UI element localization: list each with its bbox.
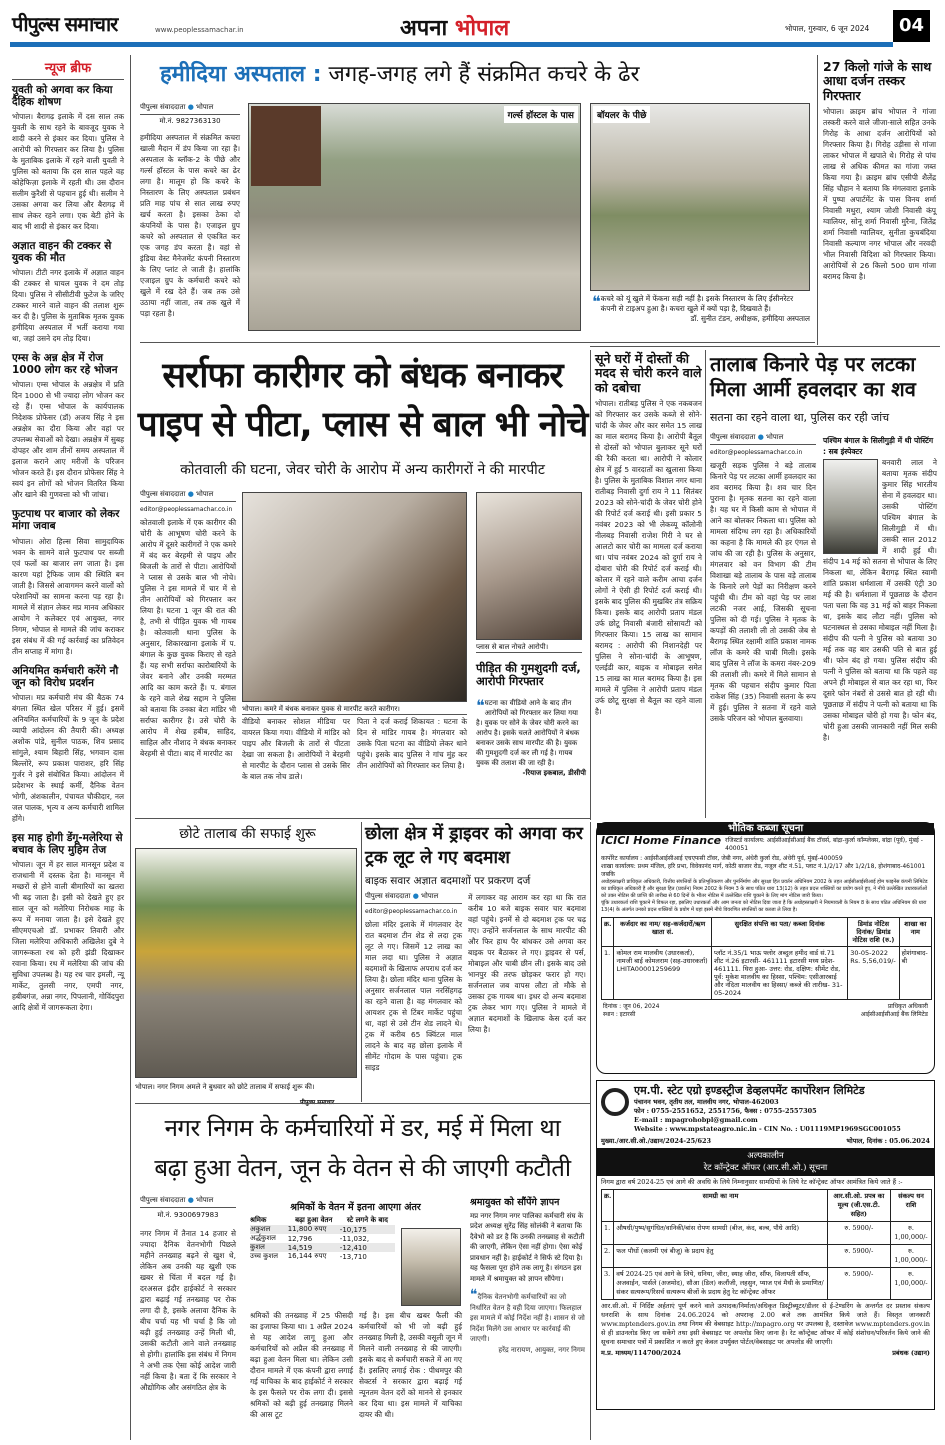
icici-possession-notice: भौतिक कब्जा सूचना ICICI Home Finance रजिस्टर्ड कार्यालय: आईसीआईसीआई बैंक टॉवर्स, बांद्रा-कुर्ला कॉम्प्लेक्स, बांद्रा (पूर्व), मुंबई - 400051 कार्पोरेट कार्यालय : आईसीआईसीआई एचएफसी टॉवर, जेबी नगर, अंधेरी कुर्ला रोड, अंधेरी पूर्व, मुंबई-400059 शाखा कार्यालय: प्रथम मंजिल, हरि प्रभा, विवेकानंद मार्ग, कोठी बाजार रोड, नजूल शीट नं.51, प्लाट नं.1/2/17 और 1/2/18, होशंगाबाद-461001 जबकि अधोहस्ताक्षरी प्राधिकृत अधिकारी, वित्तीय संपत्तियों के प्रतिभूतिकरण और पुनर्निर्माण और सुरक्षा हित प्रवर्तन अधिनियम 2002 के तहत आईसीआईसीआई होम फाइनेंस कंपनी लिमिटेड का प्राधिकृत अधिकारी है और सुरक्षा हित (प्रवर्तन) नियम 2002 के नियम 3 के साथ पठित धारा 13(12) के तहत प्रदत्त शक्तियों का प्रयोग करते हुए, ने नीचे उल्लेखित उधारकर्ताओं को उक्त नोटिस की प्राप्ति की तारीख से 60 दिनों के भीतर नोटिस में उल्लेखित राशि चुकाने के लिए मांग नोटिस जारी किया। चूंकि उधारकर्ता राशि चुकाने में विफल रहा, इसलिए उधारकर्ता और आम जनता को नोटिस दिया जाता है कि अधोहस्ताक्षरी ने नियमावली के नियम 8 के साथ पठित अधिनियम की धारा 13(4) के अंतर्गत उनको प्रदत्त शक्तियों के प्रयोग में यहां इसमें नीचे विवरणित संपत्तियों का कब्जा ले लिया है। क्र. कर्जदार का नाम/ सह-कर्जदारों/ऋण खाता सं. सुरक्षित संपत्ति का पता/ कब्जा दिनांक डिमांड नोटिस दिनांक/ डिमांड नोटिस राशि (रु.) शाखा का नाम 1. कोमल राम मालवीय (उधारकर्ता), नामजी बाई कोमलराम (सह-उधारकर्ता) LHITA00001259699 प्लॉट नं.35/1 भाऊ फ्लोर अब्दुल हमीद वार्ड सं.71 शीट नं.26 इटारसी- 461111 इटारसी मध्य प्रदेश- 461111. घिरा हुआ- उत्तर: रोड, दक्षिण: सीमेंट रोड, पूर्व: मुकेश मालवीय का हिस्सा, पश्चिम: एसीआरबाई और नंदिता मालवीय का हिस्सा/ कब्जे की तारीख- 31-05-2024 30-05-2022 Rs. 5,56,019/- होशंगाबाद-बी दिनांक : जून 06, 2024 स्थान : इटारसी प्राधिकृत अधिकारी आईसीआईसीआई बैंक लिमिटेड bbox=[596, 822, 935, 1074]
email: editor@peoplessamachar.co.in bbox=[710, 449, 803, 456]
wage-table-title: श्रमिकों के वेतन में इतना आएगा अंतर bbox=[290, 1202, 421, 1213]
table-row: 3. वर्ष 2024-25 एवं आगे के लिये, धनिया, जीरा, स्याह जीरा, सौंफ, विलायती सौंफ, अजवाईन, पार्सले (अजमोद), सौआ (डिल) कलौंजी, लहसुन, प्याज एवं मैथी के प्रमाणित/संकर सत्यरूप/रिसर्च सत्यरूप बीजों के प्रदाय हेतु रेट कॉन्ट्रेक्ट ऑफर रु. 5900/- रु. 1,00,000/- bbox=[602, 1268, 932, 1300]
article-text: कोतवाली इलाके में एक कारीगर की चोरी के आभूषण चोरी करने के आरोप में दूसरे कारीगरों ने एक कमरे में बंद कर बेरहमी से पाइप और बिजली के तारों से पीटा। आरोपियों ने प्लास से उसके बाल भी नोचे। पुलिस ने इस मामले में चार में से तीन आरोपियों को गिरफ्तार कर लिया है। घटना 1 जून की रात की है, तभी से पीड़ित युवक भी गायब है। कोतवाली थाना पुलिस के अनुसार, शिकारखाना इलाके में प. बंगाल के कुछ युवक किराए से रहते हैं। यह सभी सर्राफा कारोबारियों के जेवर बनाने और उनकी मरम्मत आदि का काम करते हैं। प. बंगाल के रहने वाले शेख सद्दाम ने पुलिस को बताया कि उनका बेटा मांडिर भी सर्राफा कारीगर है। उसे चोरी के आरोप में शेख हबीब, साहिद, साहिल और नौशाद ने बंधक बनाकर बेरहमी से पीटा। बाद में मारपीट का bbox=[140, 518, 236, 758]
soldier-photo bbox=[823, 459, 878, 554]
article-text: छोला मंदिर इलाके में मंगलवार देर रात बदमाश टीन शेड से लदा ट्रक लूट ले गए। जिसमें 12 लाख का माल लदा था। पुलिस ने अज्ञात बदमाशों के खिलाफ अपराध दर्ज कर लिया है। छोला मंदिर थाना पुलिस के अनुसार सर्जनलाल पाल नरसिंहगढ़ का रहने वाला है। वह मंगलवार को आयशर ट्रक से टिंबर मार्केट पहुंचा था, वहां से उसे टीन शेड लादने थे। ट्रक में करीब 65 क्विंटल माल लादने के बाद वह छोला इलाके में सीमेंट गोदाम के पास पहुंचा। ट्रक साइड bbox=[365, 920, 462, 1072]
brief-headline: इस माह होगी डेंगू-मलेरिया से बचाव के लिए मुहिम तेज bbox=[12, 831, 123, 856]
article-text-3: पिता ने दर्ज कराई शिकायत : घटना के दिन से मांडिर गायब है। मंगलवार को उसके पिता घटना का वीडियो लेकर थाने पहुंचे। इसके बाद पुलिस ने गांच मुंह कर तीन आरोपियों को गिरफ्तार कर लिया है। bbox=[357, 717, 467, 770]
possession-table: क्र. कर्जदार का नाम/ सह-कर्जदारों/ऋण खाता सं. सुरक्षित संपत्ति का पता/ कब्जा दिनांक डिमांड नोटिस दिनांक/ डिमांड नोटिस राशि (रु.) शाखा का नाम 1. कोमल राम मालवीय (उधारकर्ता), नामजी बाई कोमलराम (सह-उधारकर्ता) LHITA00001259699 प्लॉट नं.35/1 भाऊ फ्लोर अब्दुल हमीद वार्ड सं.71 शीट नं.26 इटारसी- 461111 इटारसी मध्य प्रदेश- 461111. घिरा हुआ- उत्तर: रोड, दक्षिण: सीमेंट रोड, पूर्व: मुकेश मालवीय का हिस्सा, पश्चिम: एसीआरबाई और नंदिता मालवीय का हिस्सा/ कब्जे की तारीख- 31-05-2024 30-05-2022 Rs. 5,56,019/- होशंगाबाद-बी bbox=[601, 917, 932, 1000]
brief-headline: फुटपाथ पर बाजार को लेकर मांगा जवाब bbox=[12, 508, 120, 533]
nigam-col-3: गई है। इस बीच खबर फैली की कर्मचारियों को भी जो बढ़ी हुई तनख्वाह मिली है, उसकी वसूली जून में मिलने वाली तनख्वाह से की जाएगी। इसके बाद से कर्मचारी सकते में आ गए हैं। इसलिए लगाई रोक : पीथमपुर की सेक्टर्स ने सरकार द्वारा बढ़ाई गई न्यूनतम वेतन दरों को मानने से इनकार कर दिया था। इस मामले में याचिका दायर की थी। bbox=[359, 1311, 462, 1419]
article-text: भोपाल। रातीबड़ पुलिस ने एक नकबजन को गिरफ्तार कर उसके कब्जे से सोने-चांदी के जेवर और कार समेत 15 लाख का माल बरामद किया है। आरोपी बैतूल से दोस्तों को भोपाल बुलाकर सूने घरों की रैकी करता था। आरोपी ने कोलार क्षेत्र में हुई 5 वारदातों का खुलासा किया है। पुलिस के मुताबिक विशाल नगर थाना रातीबड़ निवासी दुर्गा राय ने 11 सितंबर 2023 को सोने-चांदी के जेवर चोरी होने की रिपोर्ट दर्ज कराई थी। इसी प्रकार 5 नवंबर 2023 को भी लेकव्यू कॉलोनी नीलबड़ निवासी राजेश गिरी ने घर से आलटो कार चोरी का मामला दर्ज कराया था। पांच नवंबर 2024 को दुर्गा राय ने दोबारा चोरी की रिपोर्ट दर्ज कराई थी। कोलार में रहने वाले करीम आचा दर्जन लोगों ने ऐसी ही रिपोर्ट दर्ज कराई थी। इसके बाद पुलिस की मुखबिर तंत्र सक्रिय किया। इसके बाद आरोपी प्रताप मंडल उर्फ छोटू निवासी बंजारी सोसायटी को गिरफ्तार किया। 15 लाख का सामान बरामद : आरोपी की निशानदेही पर पुलिस ने सोना-चांदी के आभूषण, एलईडी कार, बाइक व मोबाइल समेत 15 लाख का माल बरामद किया है। इस मामले में पुलिस ने आरोपी प्रताप मंडल उर्फ छोटू सुरक्षा से बैतूल का रहने वाला है। bbox=[595, 399, 702, 717]
theft-story bbox=[595, 352, 702, 817]
table-row: 2. फल पौधों (कलमी एवं बीजू) के प्रदाय हेतु रु. 5900/- रु. 1,00,000/- bbox=[602, 1245, 932, 1268]
brief-text: भोपाल। ओरा हिल्स सिवा सामुदायिक भवन के सामने वाले फुटपाथ पर सब्जी एवं फलों का बाजार लग जाता है। इस कारण यहां ट्रैफिक जाम की स्थिति बन जाती है। जिससे आवागमन करने वालों को परेशानियों का सामना करना पड़ रहा है। मामले में संज्ञान लेकर मप्र मानव अधिकार आयोग ने कलेक्टर एवं आयुक्त, नगर निगम, भोपाल से मामले की जांच कराकर इस संबंध में की गई कार्रवाई का प्रतिवेदन तीन सप्ताह में मांगा है। bbox=[12, 536, 124, 656]
brief-text: भोपाल। एम्स भोपाल के अन्नक्षेत्र में प्रति दिन 1000 से भी ज्यादा लोग भोजन कर रहे हैं। एम्स भोपाल के कार्यपालक निदेशक प्रोफेसर (डॉ) अजय सिंह ने इस अन्नक्षेत्र का दौरा किया और वहां पर उपलब्ध सेवाओं को देखा। अन्नक्षेत्र में सुबह दोपहर और शाम तीनों समय अस्पताल में इलाज कराने आए मरीजों के परिजन भोजन करते हैं। इस दौरान प्रोफेसर सिंह ने स्वयं इन लोगों को भोजन वितरित किया और खाने की गुणवत्ता को भी जांचा। bbox=[12, 380, 124, 500]
nigam-col-2: श्रमिकों की तनख्वाह में 25 फीसदी का इजाफा किया था। 1 अप्रैल 2024 से यह आदेश लागू हुआ और कर्मचारियों को अप्रैल की तनख्वाह में बढ़ा हुआ वेतन मिला था। लेकिन उसी दौरान मामले में एक कंपनी द्वारा लगाई गई याचिका के बाद हाईकोर्ट ने सरकार के इस फैसले पर रोक लगा दी। इससे श्रमिकों को बढ़ी हुई तनख्वाह मिलने की आस टूट bbox=[250, 1311, 353, 1419]
brief-text: भोपाल। बैरागढ़ इलाके में दस साल तक युवती के साथ रहने के बावजूद युवक ने शादी करने से इंकार कर दिया। पुलिस ने आरोपी को गिरफ्तार कर लिया है। पुलिस के मुताबिक इलाके में रहने वाली युवती ने पुलिस को बताया कि दस साल पहले वह कोहेफिज़ा इलाके में रहती थी। उस दौरान सलीम कुरैशी से पहचान हुई थी। सलीम ने उसका अगवा कर लिया और बैरागढ़ में साथ लेकर रहने लगा। एक बेटी होने के बाद भी शादी से इंकार कर दिया। bbox=[12, 112, 124, 232]
header-rule bbox=[10, 42, 893, 47]
website-url: www.peoplessamachar.in bbox=[155, 26, 244, 34]
wage-table: श्रमिक बढ़ा हुआ वेतन स्टे लगने के बाद अकुशल 11,800 रुपए -10,175 अर्द्धकुशल 12,796 -11,032, कुशल 14,519 -12,410 उच्च कुशल 16,144 रुपए -13,710 bbox=[250, 1216, 395, 1261]
column-rule bbox=[590, 350, 591, 820]
news-brief-title: न्यूज ब्रीफ bbox=[12, 58, 124, 80]
brief-1 bbox=[12, 84, 124, 232]
nigam-side bbox=[470, 1198, 585, 1440]
lake-cleaning-photo bbox=[135, 848, 357, 1078]
brief-4 bbox=[12, 508, 124, 656]
article-text: हमीदिया अस्पताल में संक्रमित कचरा खाली मैदान में डंप किया जा रहा है। अस्पताल के ब्लॉक-2 के पीछे और गर्ल्स हॉस्टल के पास कचरे का ढेर लगा है। मालूम हो कि कचरे के निस्तारण के लिए अस्पताल प्रबंधन प्रति माह पांच से सात लाख रुपए खर्च करता है। इसका ठेका दो कंपनियों के पास है। एजाइल ग्रुप कचरे को अस्पताल से एकत्रित कर एक जगह डंप करता है। वहां से इंडिया वेस्ट मैनेजमेंट कंपनी निस्तारण के लिए प्लांट ले जाती है। हालांकि एजाइल ग्रुप के कर्मचारी कचरे को खुले में रख देते हैं। जब तक उसे उठाया नहीं जाता, तब तक खुले में पड़ा रहता है। bbox=[140, 133, 240, 318]
divider bbox=[135, 818, 590, 819]
chhola-headline: छोला क्षेत्र में ड्राइवर को अगवा कर ट्रक लूट ले गए बदमाश bbox=[365, 824, 583, 868]
article-text: खजूरी सड़क पुलिस ने बड़े तालाब किनारे पेड़ पर लटका आर्मी हवलदार का शव बरामद किया है। शव चार दिन पुराना है। मृतक सतना का रहने वाला है। यह घर में किसी काम से भोपाल में आने का बोलकर निकला था। पुलिस को मामला संदिग्ध लग रहा है। अधिकारियों का कहना है कि मामले की हर एंगल से जांच की जा रही है। पुलिस के अनुसार, मंगलवार को वन विभाग की टीम विशाखा बड़े तालाब के पास वड़े तालाब के किनारे लगे पेड़ों का निरीक्षण करने पहुंची थी। टीम को वहां पेड़ पर लाश लटकी नजर आई, जिसकी सूचना पुलिस को दी गई। पुलिस ने मृतक के कपड़ों की तलाशी ली तो उसकी जेब से बैरागढ़ स्थित रक्षामी शांति प्रकाश नामक लॉज के कमरे की चाबी मिली। इसके बाद पुलिस ने लॉज के कमरा नंबर-209 की तलाशी ली। कमरे में मिले सामान से मृतक की पहचान संदीप कुमार पिता राकेश सिंह (35) निवासी सतना के रूप में हुई। पुलिस ने सतना में रहने वाले उसके परिजन को भोपाल बुलवाया। bbox=[710, 461, 816, 723]
section-title bbox=[400, 12, 509, 42]
issue-date: भोपाल, गुरुवार, 6 जून 2024 bbox=[785, 24, 870, 33]
brief-text: भोपाल। टीटी नगर इलाके में अज्ञात वाहन की टक्कर से घायल युवक ने दम तोड़ दिया। पुलिस ने सीसीटीवी फुटेज के जरिए टक्कर मारने वाले वाहन की तलाश शुरू कर दी है। पुलिस के मुताबिक मृतक युवक हमीदिया अस्पताल में भर्ती कराया गया था, जहां उसने दम तोड़ दिया। bbox=[12, 268, 124, 344]
quote-icon: ❝ bbox=[476, 696, 485, 715]
table-row: अकुशल 11,800 रुपए -10,175 bbox=[250, 1225, 395, 1234]
rco-table: क्र. सामग्री का नाम आर.सी.ओ. प्रपत्र का मूल्य (जी.एस.टी. सहित) संकल्प धन राशि 1. औषधी/पुष्प/सुगंधित/वानिकी/बांस रोपण सामग्री (बीज, कंद, बल्ब, पौधे आदि) रु. 5900/- रु. 1,00,000/- 2. फल पौधों (कलमी एवं बीजू) के प्रदाय हेतु रु. 5900/- रु. 1,00,000/- 3. वर्ष 2024-25 एवं आगे के लिये, धनिया, जीरा, स्याह जीरा, सौंफ, विलायती सौंफ, अजवाईन, पार्सले (अजमोद), सौआ (डिल) कलौंजी, लहसुन, प्याज एवं मैथी के प्रमाणित/संकर सत्यरूप/रिसर्च सत्यरूप बीजों के प्रदाय हेतु रेट कॉन्ट्रेक्ट ऑफर रु. 5900/- रु. 1,00,000/- bbox=[601, 1189, 932, 1300]
mobile: मो.नं. 9827363130 bbox=[159, 117, 221, 125]
article-text: मप्र नगर निगम नगर पालिका कर्मचारी संघ के प्रदेश अध्यक्ष सुरेंद्र सिंह सोलंकी ने बताया कि दैवेभो को डर है कि उनकी तनख्वाह से कटौती की जाएगी, लेकिन ऐसा नहीं होगा। ऐसा कोई प्रावधान नहीं है। हाईकोर्ट ने सिर्फ स्टे दिया है। यह फैसला पूरा होने तक लागू है। संगठन इस मामले में श्रमायुक्त को ज्ञापन सौंपेगा। bbox=[470, 1211, 585, 1283]
divider bbox=[140, 342, 815, 343]
email: editor@peoplessamachar.co.in bbox=[140, 506, 233, 513]
top-story-text bbox=[140, 103, 240, 333]
headline: सूने घरों में दोस्तों की मदद से चोरी करने वाले को दबोचा bbox=[595, 351, 702, 395]
sarafa-text-col bbox=[140, 490, 236, 820]
top-headline-black: जगह-जगह लगे हैं संक्रमित कचरे के ढेर bbox=[321, 62, 640, 87]
top-headline-blue: हमीदिया अस्पताल : bbox=[160, 62, 322, 87]
column-rule bbox=[705, 350, 706, 818]
divider bbox=[590, 346, 940, 347]
byline: पीपुल्स संवाददाता ● भोपाल bbox=[365, 892, 462, 904]
sarafa-headline: सर्राफा कारीगर को बंधक बनाकर पाइप से पीटा, प्लास से बाल भी नोचे bbox=[137, 356, 588, 445]
table-row: 1. औषधी/पुष्प/सुगंधित/वानिकी/बांस रोपण सामग्री (बीज, कंद, बल्ब, पौधे आदि) रु. 5900/- रु. 1,00,000/- bbox=[602, 1222, 932, 1245]
divider bbox=[135, 1103, 590, 1104]
brief-headline: युवती को अगवा कर किया दैहिक शोषण bbox=[12, 84, 113, 109]
photo-caption: भोपाल। नगर निगम अमले ने बुधवार को छोटे तालाब में सफाई शुरू की। bbox=[135, 1083, 315, 1091]
quote-icon: ❝ bbox=[592, 292, 601, 311]
column-rule bbox=[130, 55, 131, 1440]
chhola-subheadline: बाइक सवार अज्ञात बदमाशों पर प्रकरण दर्ज bbox=[365, 875, 531, 887]
army-col-2 bbox=[823, 435, 937, 818]
superintendent-quote: ❝ कचरे को यूं खुले में फेंकना सही नहीं है। इसके निस्तारण के लिए ईसीनरेटर कंपनी से टाइअप हुआ है। कचरा खुले में क्यों पड़ा है, दिखवाते हैं। डॉ. सुनीत टंडन, अधीक्षक, हमीदिया अस्पताल bbox=[592, 292, 810, 323]
sarafa-subheadline: कोतवाली की घटना, जेवर चोरी के आरोप में अन्य कारीगरों ने की मारपीट bbox=[180, 462, 545, 478]
dcp-quote: ❝ घटना का वीडियो आने के बाद तीन आरोपियों को गिरफ्तार कर लिया गया है। युवक पर सोने के जेवर चोरी करने का आरोप है। इसके चलते आरोपियों ने बंधक बनाकर उसके साथ मारपीट की है। युवक की गुमशुदगी दर्ज कर ली गई है। गायब युवक की तलाश की जा रही है। -रियाज इकबाल, डीसीपी bbox=[476, 696, 586, 777]
table-row: कुशल 14,519 -12,410 bbox=[250, 1243, 395, 1252]
army-headline: तालाब किनारे पेड़ पर लटका मिला आर्मी हवलदार का शव bbox=[710, 352, 916, 401]
brief-5 bbox=[12, 665, 124, 824]
side-headline: पीड़ित की गुमशुदगी दर्ज, आरोपी गिरफ्तार bbox=[476, 661, 581, 689]
subhead: श्रमायुक्त को सौंपेंगे ज्ञापन bbox=[470, 1197, 560, 1208]
brief-text: भोपाल। मप्र कर्मचारी मंच की बैठक 74 बंगला स्थित खेल परिसर में हुई। इसमें अनियमित कर्मचारियों के 9 जून के प्रदेश व्यापी आंदोलन की तैयारी की। अध्यक्ष अशोक पांडे, सुनील पाठक, शिव प्रसाद सांगुले, श्याम बिहारी सिंह, भगवान दास बिल्लोरे, रूप प्रकाश पाराशर, हरि सिंह गुर्जर ने इसे संबोधित किया। आंदोलन में प्रदेशभर के स्थाई कर्मी, दैनिक वेतन भोगी, अंशकालीन, पंचायत चौकीदार, नल जल पालक, भृत्य व अन्य कर्मचारी शामिल होंगे। bbox=[12, 692, 124, 823]
quote-icon: ❝ bbox=[470, 1287, 478, 1304]
article-text-2: वीडियो बनाकर सोशल मीडिया पर वायरल किया गया। वीडियो में मांडिर को पाइप और बिजली के तारों से पीटता देखा जा सकता है। आरोपियों ने बेरहमी से मारपीट के दौरान प्लास से उसके सिर के बाल तक नोच डाले। bbox=[242, 717, 350, 781]
photo-caption: भोपाल। कमरे में बंधक बनाकर युवक से मारपीट करते कारीगर। bbox=[242, 704, 467, 715]
brief-text: भोपाल। जून में हर साल मानसून प्रदेश व राजधानी में दस्तक देता है। मानसून में मच्छरों से होने वाली बीमारियों का खतरा भी बढ़ जाता है। इसी को देखते हुए हर साल जून को मलेरिया निरोधक माह के रूप में मनाया जाता है। इसे देखते हुए सीएमएचओ डॉ. प्रभाकर तिवारी और जिला मलेरिया अधिकारी अखिलेश दुबे ने जागरूकता रथ को हरी झंडी दिखाकर रवाना किया। रथ में मलेरिया की जांच की सुविधा उपलब्ध है। यह रथ चार इमली, न्यू मार्केट, तुलसी नगर, एमपी नगर, हबीबगंज, अन्ना नगर, पिपलानी, गोविंदपुरा आदि क्षेत्रों में जागरूकता देगा। bbox=[12, 859, 124, 1012]
photo-credit bbox=[300, 1098, 334, 1106]
column-rule bbox=[361, 822, 362, 1102]
byline: पीपुल्स संवाददाता ● भोपाल bbox=[710, 433, 816, 445]
article-text: नगर निगम में तैनात 14 हजार से ज्यादा दैनिक वेतनभोगी पिछले महीने तनख्वाह बढ़ने से खुश थे, लेकिन अब उनकी यह खुशी एक खबर से चिंता में बदल गई है। दरअसल इंदौर हाईकोर्ट ने सरकार द्वारा बढ़ाई गई तनख्वाह पर रोक लगा दी है, इसके अलावा दैनिक के बीच चर्चा यह भी चर्चा है कि जो बढ़ी हुई तनख्वाह उन्हें मिली थी, उसकी कटौती आने वाले तनख्वाह से होगी। हालांकि इस संबंध में निगम ने अभी तक ऐसा कोई आदेश जारी नहीं किया है। बता दें कि सरकार ने औद्योगिक और असंगठित क्षेत्र के bbox=[140, 1229, 236, 1392]
agro-logo bbox=[601, 1088, 629, 1116]
icici-logo: ICICI Home Finance bbox=[601, 834, 722, 847]
photo-label: गर्ल्स हॉस्टल के पास bbox=[504, 106, 578, 123]
nigam-office-photo bbox=[401, 1228, 461, 1306]
page-number: 04 bbox=[893, 10, 930, 42]
ganja-story bbox=[823, 60, 936, 345]
subhead: पश्चिम बंगाल के सिलीगुड़ी में थी पोस्टिंग : सब इंस्पेक्टर bbox=[823, 436, 934, 456]
brief-6 bbox=[12, 832, 124, 1013]
masthead-logo: पीपुल्स समाचार bbox=[12, 12, 118, 36]
email: editor@peoplessamachar.co.in bbox=[365, 908, 458, 915]
garbage-photo-hostel bbox=[248, 103, 581, 331]
top-headline bbox=[160, 62, 810, 87]
news-brief-column bbox=[12, 58, 124, 1438]
nigam-col-1 bbox=[140, 1196, 236, 1440]
hair-pulling-photo bbox=[476, 492, 582, 640]
table-row: उच्च कुशल 16,144 रुपए -13,710 bbox=[250, 1252, 367, 1261]
photo-caption: प्लास से बाल नोचते आरोपी। bbox=[476, 642, 582, 653]
army-col-1 bbox=[710, 433, 816, 818]
garbage-photo-boiler bbox=[590, 103, 810, 291]
section-title-b: भोपाल bbox=[454, 16, 510, 41]
signboard bbox=[251, 106, 321, 186]
mobile: मो.नं. 9300697983 bbox=[157, 1211, 219, 1219]
article-text: भोपाल। क्राइम ब्रांच भोपाल ने गांजा तस्करी करने वाले जीजा-साले सहित उनके गिरोह के आधा दर्जन आरोपियों को गिरफ्तार किया है। गिरोह उड़ीसा से गांजा लाकर भोपाल में खपाते थे। गिरोह से पांच लाख से अधिक कीमत का गांजा जब्त किया गया है। क्राइम ब्रांच एसीपी शैलेंद्र सिंह चौहान ने बताया कि मंगलवारा इलाके में पुष्पा अपार्टमेंट के पास विनय शर्मा निवासी मथुरा, श्याम जोशी निवासी कंपू ग्वालियर, सोनू शर्मा निवासी मुरैना, जितेंद्र शर्मा निवासी ग्वालियर, सुनीता कुचबंदिया निवासी कल्याण नगर भोपाल और नरवदी भील निवासी विदिशा को गिरफ्तार किया। आरोपियों से 26 किलो 500 ग्राम गांजा बरामद किया है। bbox=[823, 107, 936, 282]
chhola-col-1 bbox=[365, 892, 462, 1102]
byline: पीपुल्स संवाददाता ● भोपाल bbox=[140, 490, 236, 502]
headline: 27 किलो गांजे के साथ आधा दर्जन तस्कर गिरफ्तार bbox=[823, 59, 932, 103]
assault-photo bbox=[242, 492, 467, 702]
column-rule bbox=[817, 55, 818, 345]
brief-headline: एम्स के अन्न क्षेत्र में रोज 1000 लोग कर रहे भोजन bbox=[12, 352, 118, 377]
brief-headline: अज्ञात वाहन की टक्कर से युवक की मौत bbox=[12, 240, 112, 265]
column-rule bbox=[590, 822, 591, 1440]
byline: पीपुल्स संवाददाता ● भोपाल bbox=[140, 103, 240, 115]
brief-3 bbox=[12, 352, 124, 500]
notice-title: भौतिक कब्जा सूचना bbox=[597, 823, 934, 835]
table-row: अर्द्धकुशल 12,796 -11,032, bbox=[250, 1234, 370, 1243]
mp-agro-rco-notice: एम.पी. स्टेट एग्रो इण्डस्ट्रीज डेव्हलपमेंट कार्पोरेशन लिमिटेड पंचानन भवन, तृतीय तल, मालवीय नगर, भोपाल-462003 फोन : 0755-2551652, 2551756, फैक्स : 0755-2557305 E-mail : mpagrohobpl@gmail.com Website : www.mpstateagro.nic.in - CIN No. : U01119MP1969SGC001055 मुख्या./आर.सी.ओ./उद्यान/2024-25/623 भोपाल, दिनांक : 05.06.2024 अल्पकालीन रेट कॉन्ट्रेक्ट ऑफर (आर.सी.ओ.) सूचना निगम द्वारा वर्ष 2024-25 एवं आगे की अवधि के लिये निम्नानुसार सामग्रियों के लिये रेट कॉन्ट्रेक्ट ऑफर आमंत्रित किये जाते हैं :- क्र. सामग्री का नाम आर.सी.ओ. प्रपत्र का मूल्य (जी.एस.टी. सहित) संकल्प धन राशि 1. औषधी/पुष्प/सुगंधित/वानिकी/बांस रोपण सामग्री (बीज, कंद, बल्ब, पौधे आदि) रु. 5900/- रु. 1,00,000/- 2. फल पौधों (कलमी एवं बीजू) के प्रदाय हेतु रु. 5900/- रु. 1,00,000/- 3. वर्ष 2024-25 एवं आगे के लिये, धनिया, जीरा, स्याह जीरा, सौंफ, विलायती सौंफ, अजवाईन, पार्सले (अजमोद), सौआ (डिल) कलौंजी, लहसुन, प्याज एवं मैथी के प्रमाणित/संकर सत्यरूप/रिसर्च सत्यरूप बीजों के प्रदाय हेतु रेट कॉन्ट्रेक्ट ऑफर रु. 5900/- रु. 1,00,000/- आर.सी.ओ. में निर्दिष्ट अर्हताएं पूर्ण करने वाले उत्पादक/निर्माता/अधिकृत डिस्ट्रीब्यूटर/डीलर से ई-टेण्डरिंग के अन्तर्गत दर प्रस्ताव संकल्प धनराशि के साथ दिनांक 24.06.2024 को अपरान्ह 2.00 बजे तक आमंत्रित किये जाते हैं। विस्तृत जानकारी www.mptenders.gov.in तथा निगम की वेबसाइट http://mpagro.org पर उपलब्ध है, दस्तावेज www.mptenders.gov.in से ही डाउनलोड किए जा सकेंगे तथा इसी वेबसाइट पर अपलोड किए जाना है। रेट कॉन्ट्रेक्ट ऑफर में कोई संशोधन/परिवर्तन किये जाने की सूचना समाचार पत्रों में प्रकाशित न करते हुए केवल उपर्युक्त पोर्टल/वेबसाइट पर अपलोड की जाएगी। म.प्र. माध्यम/114700/2024 प्रबंधक (उद्यान) bbox=[596, 1080, 935, 1410]
section-title-a: अपना bbox=[400, 16, 448, 41]
byline: पीपुल्स संवाददाता ● भोपाल bbox=[140, 1196, 236, 1208]
nigam-headline: नगर निगम के कर्मचारियों में डर, मई में मिला था बढ़ा हुआ वेतन, जून के वेतन से की जाएगी कटौती bbox=[154, 1114, 571, 1182]
brief-headline: अनियमित कर्मचारी करेंगे नौ जून को विरोध प्रदर्शन bbox=[12, 664, 119, 689]
table-row: 1. कोमल राम मालवीय (उधारकर्ता), नामजी बाई कोमलराम (सह-उधारकर्ता) LHITA00001259699 प्लॉट नं.35/1 भाऊ फ्लोर अब्दुल हमीद वार्ड सं.71 शीट नं.26 इटारसी- 461111 इटारसी मध्य प्रदेश- 461111. घिरा हुआ- उत्तर: रोड, दक्षिण: सीमेंट रोड, पूर्व: मुकेश मालवीय का हिस्सा, पश्चिम: एसीआरबाई और नंदिता मालवीय का हिस्सा/ कब्जे की तारीख- 31-05-2024 30-05-2022 Rs. 5,56,019/- होशंगाबाद-बी bbox=[602, 947, 932, 1000]
commissioner-quote: ❝दैनिक वेतनभोगी कर्मचारियों का जो निर्धारित वेतन है वही दिया जाएगा। फिलहाल इस मामले में कोई निर्देश नहीं है। शासन से जो निर्देश मिलेंगे उस आधार पर कार्रवाई की जाएगी। हरेंद्र नारायण, आयुक्त, नगर निगम bbox=[470, 1287, 585, 1354]
talab-headline: छोटे तालाब की सफाई शुरू bbox=[179, 826, 316, 842]
chhola-col-2: में लगाकर वह आराम कर रहा था कि रात करीब 10 बजे बाइक सवार चार बदमाश वहां पहुंचे। इनमें से दो बदमाश ट्रक पर चढ़ गए। उन्होंने सर्जनलाल के साथ मारपीट की और फिर हाथ पैर बांधकर उसे अगवा कर बाइक पर बैठाकर ले गए। ड्राइवर से पर्स, मोबाइल और चाबी छीन ली। इसके बाद उसे भानपुर की तरफ छोड़कर फरार हो गए। सर्जनलाल जब वापस लौटा तो मौके से उसका ट्रक गायब था। इधर दो अन्य बदमाश ट्रक लेकर भाग गए। पुलिस ने मामले में अज्ञात बदमाशों के खिलाफ केस दर्ज कर लिया है। bbox=[468, 893, 586, 1034]
brief-2 bbox=[12, 240, 124, 344]
army-subheadline: सतना का रहने वाला था, पुलिस कर रही जांच bbox=[710, 411, 890, 424]
article-text: बनवारी लाल ने बताया मृतक संदीप कुमार सिंह भारतीय सेना में हवलदार था। उसकी पोस्टिंग पश्चिम बंगाल के सिलीगुड़ी में थी। उसकी साल 2012 में शादी हुई थी। संदीप 14 मई को सतना से भोपाल के लिए निकला था, लेकिन बैरागढ़ स्थित स्वामी शांति प्रकाश धर्मशाला में उसकी एंट्री 30 मई की है। धर्मशाला में पूछताछ के दौरान पता चला कि वह 31 मई को बाहर निकला था, इसके बाद लौटा नहीं। पुलिस को घटनास्थल से उसका मोबाइल नहीं मिला है। संदीप की पत्नी ने पुलिस को बताया 30 मई तक वह बार उसकी पति से बात हुई थी। फोन बंद हो गया। पुलिस संदीप की पत्नी ने पुलिस को बताया था कि पहले वह अपने ही मोबाइल से बात कर रहा था, फिर दूसरे फोन नंबरों से उससे बात हो रही थी। पूछताछ में संदीप ने पत्नी को बताया था कि उसका मोबाइल चोरी हो गया है। फोन बंद, चोरी हुआ उसकी जानकारी नहीं मिल सकी है। bbox=[823, 458, 938, 742]
photo-label: बॉयलर के पीछे bbox=[593, 106, 650, 123]
